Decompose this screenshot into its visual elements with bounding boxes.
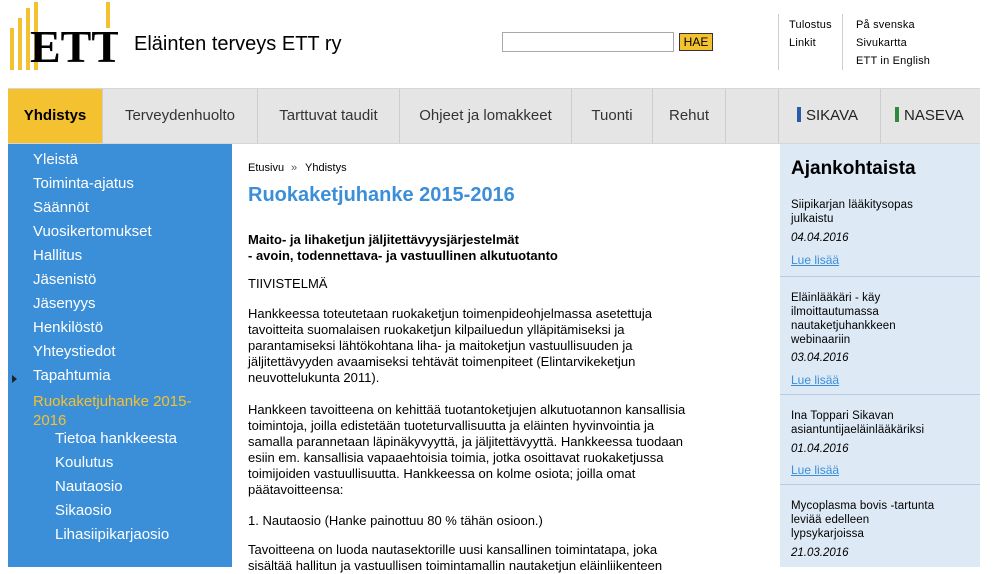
- sidebar-item-jasenisto[interactable]: Jäsenistö: [33, 271, 97, 288]
- read-more-link[interactable]: Lue lisää: [791, 373, 840, 387]
- sikava-link[interactable]: SIKAVA: [797, 89, 858, 143]
- news-item: [780, 184, 980, 281]
- sikava-logo-icon: [797, 107, 801, 122]
- sidebar-item-henkilosto[interactable]: Henkilöstö: [33, 319, 104, 336]
- sidebar-item-saannot[interactable]: Säännöt: [33, 199, 89, 216]
- sidebar-subitem-nautaosio[interactable]: Nautaosio: [55, 478, 123, 495]
- nav-terveydenhuolto[interactable]: Terveydenhuolto: [124, 107, 236, 124]
- nav-ohjeet-ja-lomakkeet[interactable]: Ohjeet ja lomakkeet: [419, 107, 552, 124]
- paragraph-1: Hankkeessa toteutetaan ruokaketjun toimenpideohjelmassa asetettuja tavoitteita suomalaisen ruokaketjun kilpailuedun ylläpitämiseksi ja parantamiseksi lähtökohtana liha- ja maitoketjun vastuullisuuden ja jäljitettävyyden avaamiseksi tehtävät toimenpiteet (Elintarvikeketjun neuvottelukunta 2011).: [248, 306, 652, 385]
- english-link[interactable]: ETT in English: [856, 55, 931, 67]
- news-title: Ajankohtaista: [791, 158, 916, 179]
- svg-text:ETT: ETT: [30, 21, 118, 70]
- breadcrumb-separator-icon: »: [291, 162, 298, 174]
- read-more-link[interactable]: Lue lisää: [791, 253, 840, 267]
- article-subtitle: Maito- ja lihaketjun jäljitettävyysjärjestelmät - avoin, todennettava- ja vastuullinen alkutuotanto: [248, 232, 558, 263]
- paragraph-2: Hankkeen tavoitteena on kehittää tuotantoketjujen alkutuotannon kansallisia toimintoja, joilla edistetään tuoteturvallisuutta ja eläinten hyvinvointia ja samalla parannetaan läpinäkyvyyttä, ja jäljitettävyyttä. Hankkeessa tuodaan esiin em. kansallisia vapaaehtoisia toimia, jotka osoittavat ruokaketjussa toimijoiden vastuullisuutta. Hankkeessa on kolme osiota; joilla omat päätavoitteensa:: [248, 402, 686, 497]
- news-headline[interactable]: Mycoplasma bovis -tartunta leviää edelleen lypsykarjoissa: [791, 500, 935, 540]
- sidebar-item-tapahtumia[interactable]: Tapahtumia: [33, 367, 111, 384]
- ett-logo-icon: [10, 2, 118, 70]
- nav-tarttuvat-taudit[interactable]: Tarttuvat taudit: [279, 107, 378, 124]
- sidebar-subitem-lihasiipikarjaosio[interactable]: Lihasiipikarjaosio: [55, 526, 170, 543]
- header-divider: [778, 14, 779, 70]
- sidebar-subitem-sikaosio[interactable]: Sikaosio: [55, 502, 112, 519]
- sidebar-subitem-tietoa-hankkeesta[interactable]: Tietoa hankkeesta: [55, 430, 178, 447]
- breadcrumb-home-link[interactable]: Etusivu: [248, 162, 285, 174]
- news-item: [780, 484, 980, 567]
- search-input[interactable]: [502, 32, 674, 52]
- news-headline[interactable]: Eläinlääkäri - käy ilmoittautumassa nautaketjuhankkeen webinaariin: [791, 292, 896, 346]
- page-title: Ruokaketjuhanke 2015-2016: [248, 184, 515, 206]
- main-navigation: [8, 88, 980, 144]
- site-title: Eläinten terveys ETT ry: [134, 33, 342, 55]
- news-date: 01.04.2016: [791, 443, 849, 455]
- nav-tuonti[interactable]: Tuonti: [591, 107, 633, 124]
- ett-logo[interactable]: [10, 2, 118, 70]
- news-date: 04.04.2016: [791, 232, 849, 244]
- sidebar-item-vuosikertomukset[interactable]: Vuosikertomukset: [33, 223, 152, 240]
- paragraph-3: 1. Nautaosio (Hanke painottuu 80 % tähän osioon.): [248, 513, 543, 528]
- paragraph-4: Tavoitteena on luoda nautasektorille uusi kansallinen toimintatapa, joka sisältää hallitun ja vastuullisen toimintamallin nautaketjun eläinliikenteen: [248, 542, 663, 573]
- read-more-link[interactable]: Lue lisää: [791, 463, 840, 477]
- swedish-link[interactable]: På svenska: [856, 19, 915, 31]
- news-item: [780, 394, 980, 484]
- news-headline[interactable]: Siipikarjan lääkitysopas julkaistu: [791, 199, 913, 225]
- header-divider: [842, 14, 843, 70]
- print-link[interactable]: Tulostus: [789, 19, 832, 31]
- news-date: 21.03.2016: [791, 547, 849, 559]
- sidebar-item-hallitus[interactable]: Hallitus: [33, 247, 83, 264]
- sidebar-item-jasenyys[interactable]: Jäsenyys: [33, 295, 96, 312]
- sidebar-subitem-koulutus[interactable]: Koulutus: [55, 454, 114, 471]
- sidebar-item-ruokaketjuhanke[interactable]: Ruokaketjuhanke 2015-2016: [33, 393, 192, 429]
- section-label: TIIVISTELMÄ: [248, 276, 328, 291]
- naseva-logo-icon: [895, 107, 899, 122]
- news-headline[interactable]: Ina Toppari Sikavan asiantuntijaeläinlääkäriksi: [791, 410, 925, 436]
- sitemap-link[interactable]: Sivukartta: [856, 37, 907, 49]
- naseva-link[interactable]: NASEVA: [895, 89, 964, 143]
- search-button[interactable]: HAE: [679, 33, 713, 51]
- expand-arrow-icon: [12, 375, 17, 383]
- sidebar-item-yhteystiedot[interactable]: Yhteystiedot: [33, 343, 116, 360]
- news-date: 03.04.2016: [791, 352, 849, 364]
- sidebar: [8, 144, 232, 567]
- nav-rehut[interactable]: Rehut: [668, 107, 710, 124]
- nav-yhdistys[interactable]: Yhdistys: [8, 89, 102, 143]
- links-link[interactable]: Linkit: [789, 37, 816, 49]
- news-panel: [780, 144, 980, 567]
- breadcrumb-yhdistys-link[interactable]: Yhdistys: [305, 162, 347, 174]
- sidebar-item-toiminta-ajatus[interactable]: Toiminta-ajatus: [33, 175, 134, 192]
- sidebar-item-yleista[interactable]: Yleistä: [33, 151, 79, 168]
- news-item: [780, 276, 980, 394]
